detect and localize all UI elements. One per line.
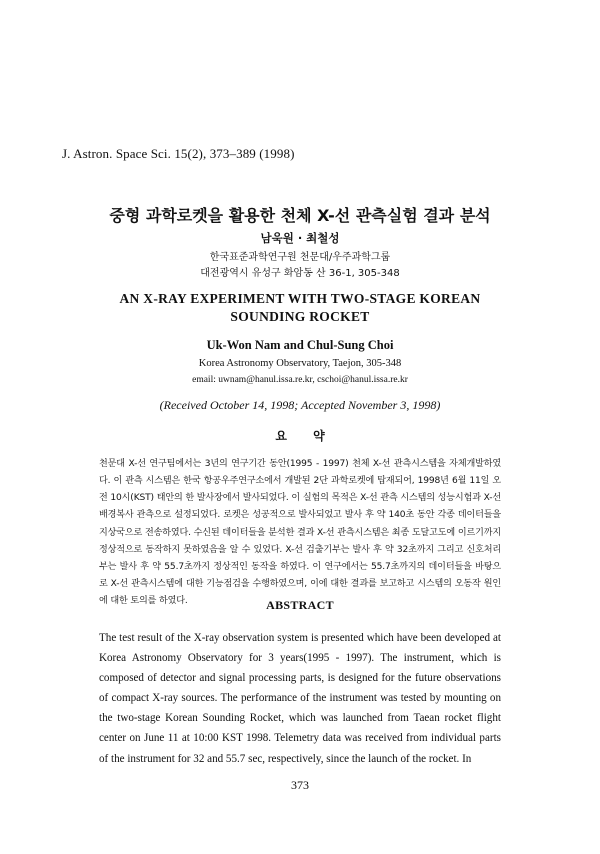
journal-citation: J. Astron. Space Sci. 15(2), 373–389 (1998)	[62, 146, 295, 161]
english-abstract-heading: ABSTRACT	[266, 598, 334, 612]
korean-authors: 남욱원 · 최철성	[260, 231, 340, 245]
korean-address: 대전광역시 유성구 화암동 산 36-1, 305-348	[200, 268, 400, 279]
english-abstract-body: The test result of the X-ray observation system is presented which have been developed at Korea Astronomy Observatory for 3 years(1995 - 1997). The instrument, which is composed of detector and signal processing parts, is designed for the future observations of compact X-ray sources. The performance of the instrument was tested by mounting on the two-stage Korean Sounding Rocket, which was launched from Taean rocket flight center on June 11 at 10:00 KST 1998. Telemetry data was received from individual parts of the instrument for 32 and 55.7 sec, respectively, since the launch of the rocket. In	[99, 632, 501, 765]
page-number: 373	[291, 778, 309, 792]
korean-abstract-heading: 요 약	[275, 429, 325, 443]
korean-affiliation: 한국표준과학연구원 천문대/우주과학그룹	[209, 252, 391, 263]
author-emails: email: uwnam@hanul.issa.re.kr, cschoi@hanul.issa.re.kr	[192, 375, 408, 385]
korean-abstract-body: 천문대 X-선 연구팀에서는 3년의 연구기간 동안(1995 - 1997) 천체 X-선 관측시스템을 자체개발하였다. 이 관측 시스템은 한국 항공우주연구소에서 개발된 2단 과학로켓에 탑재되어, 1998년 6월 11일 오전 10시(KST) 태안의 한 발사장에서 발사되었다. 이 실험의 목적은 X-선 관측 시스템의 성능시험과 X-선 배경복사 관측으로 설정되었다. 로켓은 성공적으로 발사되었고 발사 후 약 140초 동안 각종 데이터들을 지상국으로 전송하였다. 수신된 데이터들을 분석한 결과 X-선 관측시스템은 최종 도달고도에 이르기까지 정상적으로 동작하지 못하였음을 알 수 있었다. X-선 검출기부는 발사 후 약 32초까지 그리고 신호처리부는 발사 후 약 55.7초까지 정상적인 동작을 하였다. 이 연구에서는 55.7초까지의 데이터들을 바탕으로 X-선 관측시스템에 대한 기능점검을 수행하였으며, 이에 대한 결과를 보고하고 시스템의 오동작 원인에 대한 토의를 하였다.	[99, 459, 501, 607]
english-title-line1: AN X-RAY EXPERIMENT WITH TWO-STAGE KOREAN	[119, 291, 481, 306]
english-title-line2: SOUNDING ROCKET	[230, 309, 370, 324]
english-authors: Uk-Won Nam and Chul-Sung Choi	[206, 338, 394, 352]
korean-title: 중형 과학로켓을 활용한 천체 X-선 관측실험 결과 분석	[109, 206, 491, 225]
received-dates: (Received October 14, 1998; Accepted November 3, 1998)	[159, 398, 441, 412]
english-affiliation: Korea Astronomy Observatory, Taejon, 305-348	[198, 358, 402, 369]
